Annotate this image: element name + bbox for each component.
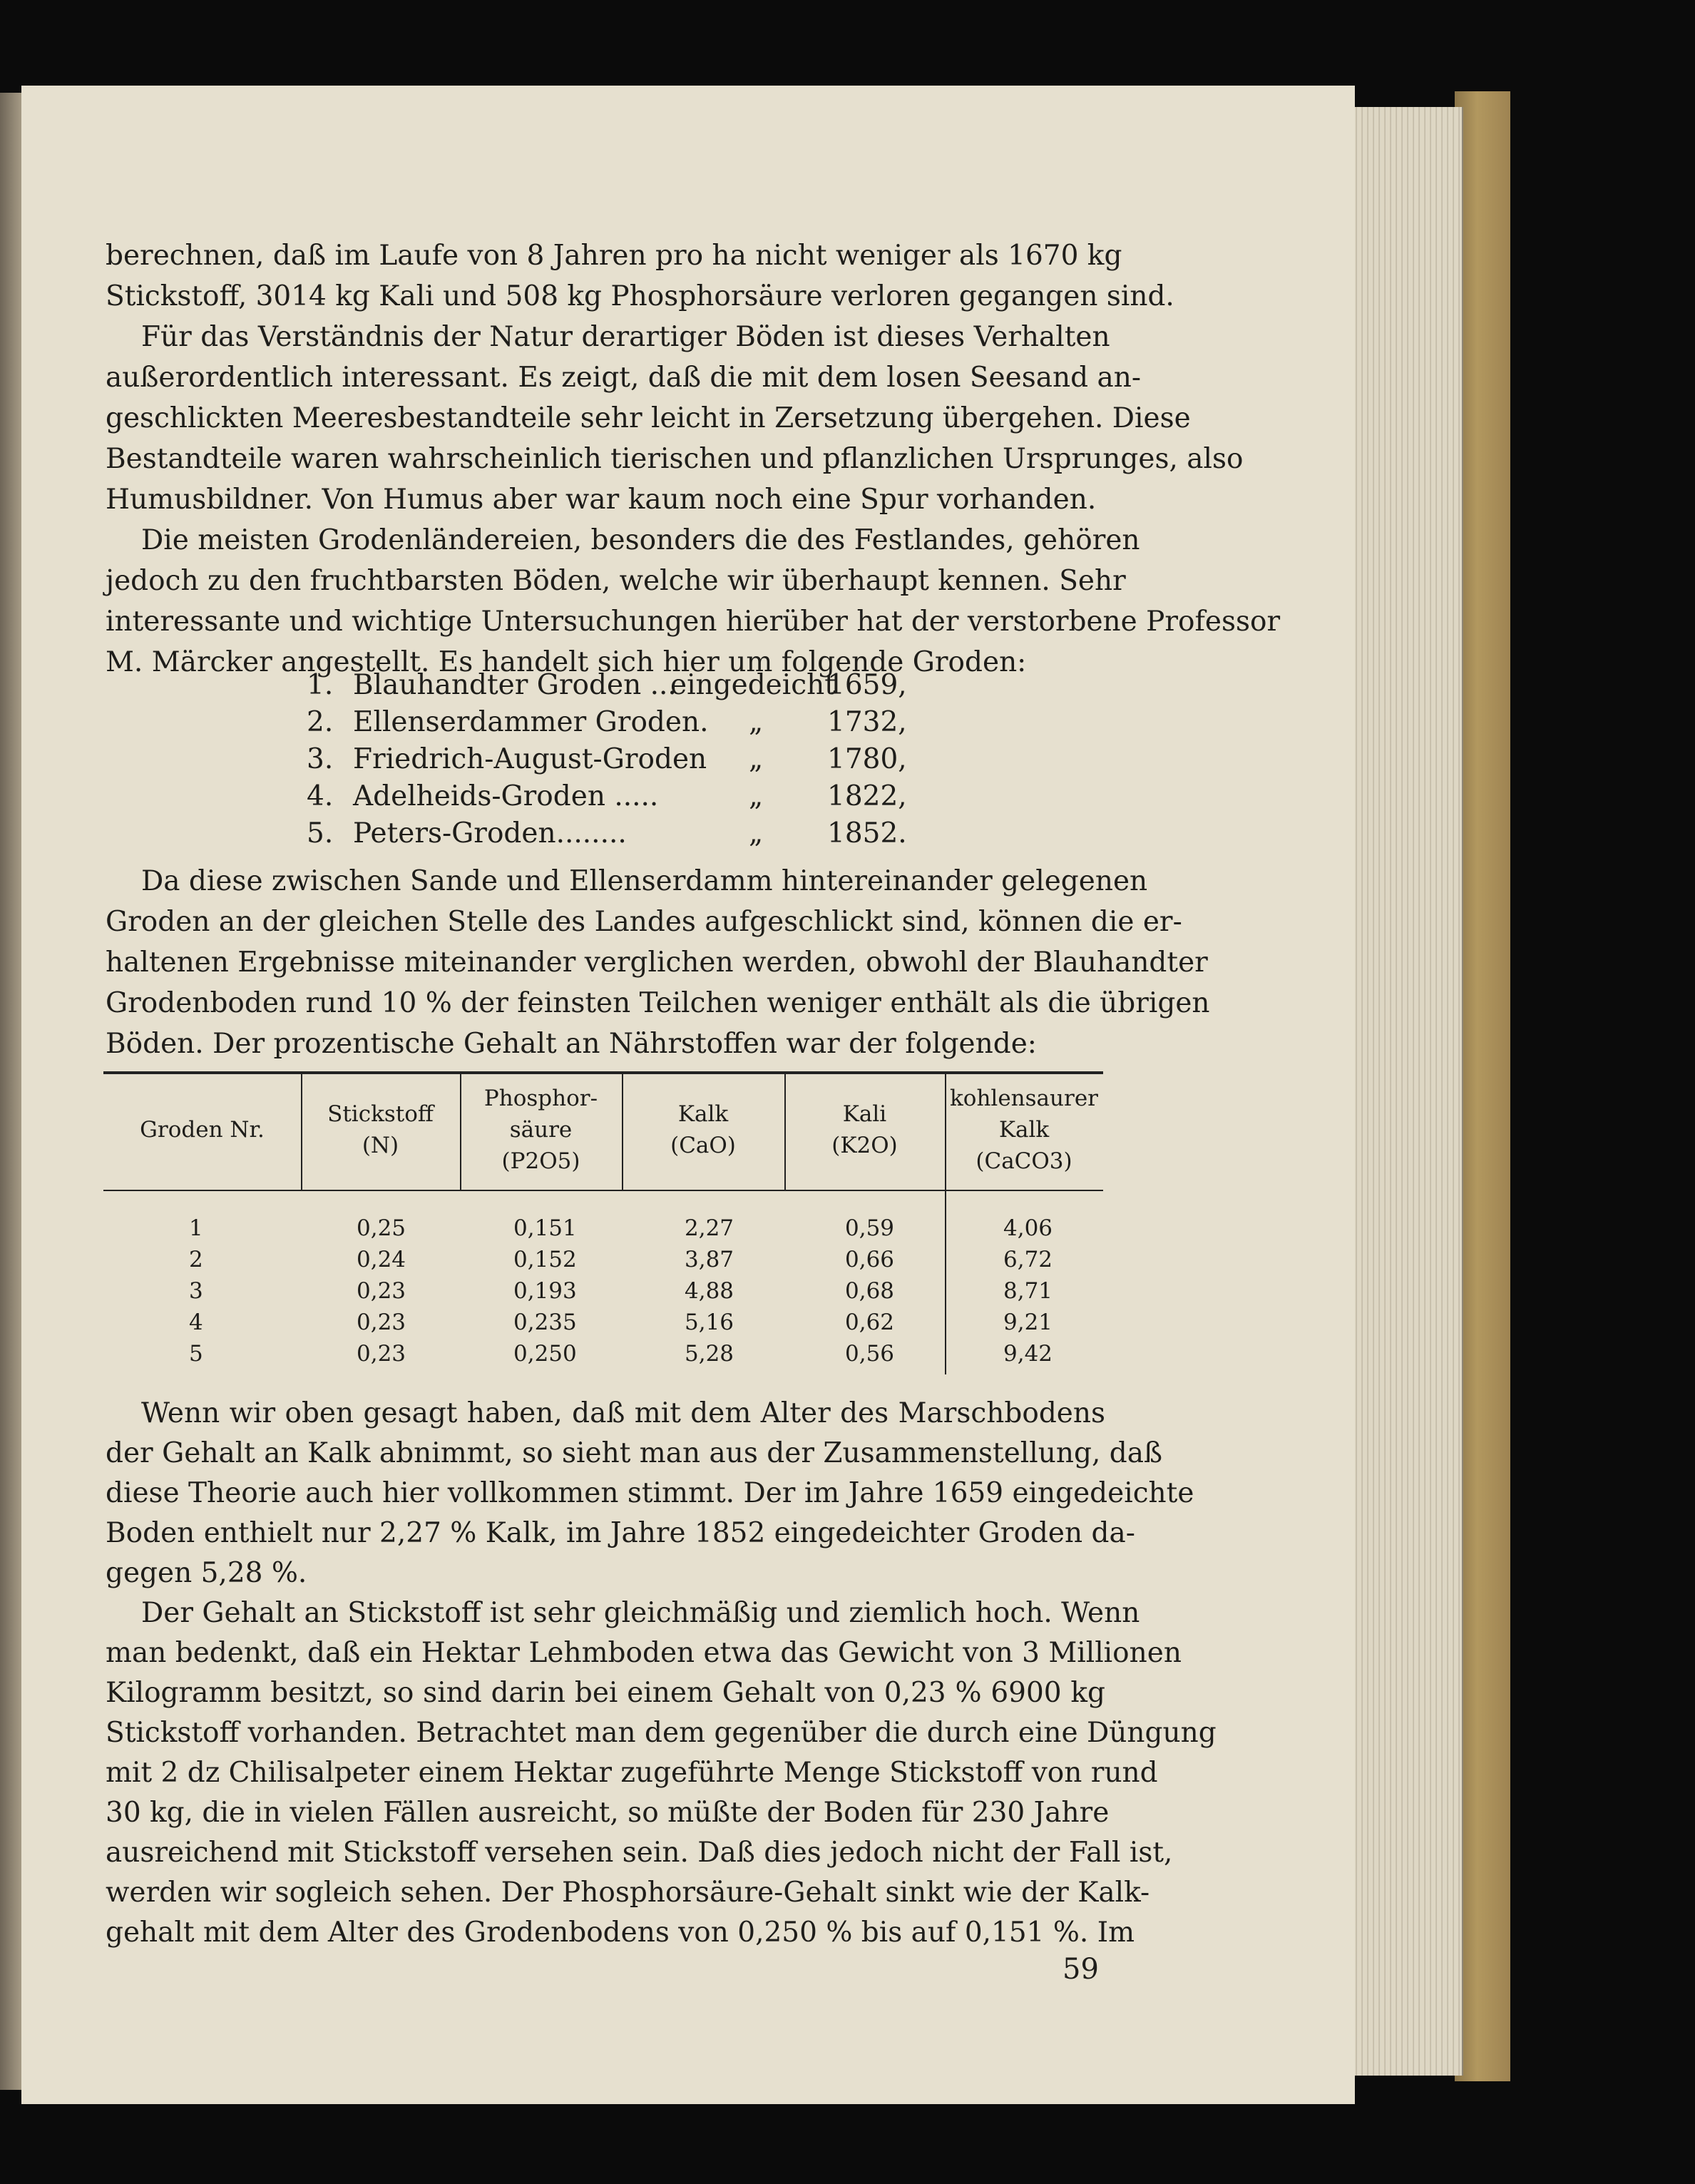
text-line: werden wir sogleich sehen. Der Phosphorsäure-Gehalt sinkt wie der Kalk-: [106, 1877, 1150, 1909]
left-page-edge: [0, 93, 23, 2090]
text-line: gehalt mit dem Alter des Grodenbodens von 0,250 % bis auf 0,151 %. Im: [106, 1917, 1135, 1949]
column-header-kalk: Kalk (CaO): [670, 1101, 736, 1158]
page-stack: [1341, 107, 1463, 2076]
text-line: ausreichend mit Stickstoff versehen sein. Daß dies jedoch nicht der Fall ist,: [106, 1837, 1173, 1869]
groden-list-item: 1. Blauhandter Groden ... eingedeicht 1659,: [307, 669, 907, 701]
text-line: interessante und wichtige Untersuchungen hierüber hat der verstorbene Professor: [106, 606, 1281, 638]
text-line: Groden an der gleichen Stelle des Landes aufgeschlickt sind, können die er-: [106, 906, 1182, 938]
text-line: Grodenboden rund 10 % der feinsten Teilchen weniger enthält als die übrigen: [106, 987, 1210, 1019]
text-line: der Gehalt an Kalk abnimmt, so sieht man aus der Zusammenstellung, daß: [106, 1437, 1162, 1469]
column-divider: [945, 1191, 946, 1374]
table-header-rule: [103, 1190, 1103, 1191]
text-line: haltenen Ergebnisse miteinander verglichen werden, obwohl der Blauhandter: [106, 946, 1208, 979]
text-line: mit 2 dz Chilisalpeter einem Hektar zugeführte Menge Stickstoff von rund: [106, 1757, 1158, 1789]
text-line: Böden. Der prozentische Gehalt an Nährstoffen war der folgende:: [106, 1028, 1037, 1060]
text-line: Für das Verständnis der Natur derartiger Böden ist dieses Verhalten: [141, 321, 1110, 353]
groden-list-item: 4. Adelheids-Groden ..... „ 1822,: [307, 780, 907, 812]
nutrient-table: Groden Nr. Stickstoff (N) Phosphor- säure (P2O5) Kalk (CaO) Kali (K2O) kohlensaurer Kalk (CaCO3) 1 0,25 0,151 2,27 0,59 4,06 2 0,24 0,152 3,87 0,66 6,72 3 0,23 0,193 4,88 0,68 8,71 4 0,23 0,235 5,16 0,62 9,21 5 0,23 0,250 5,28 0,56 9,42: [103, 1071, 1103, 1374]
column-header-kohlensaurer-kalk: kohlensaurer Kalk (CaCO3): [950, 1086, 1098, 1174]
text-line: Boden enthielt nur 2,27 % Kalk, im Jahre 1852 eingedeichter Groden da-: [106, 1517, 1135, 1549]
text-line: Stickstoff vorhanden. Betrachtet man dem gegenüber die durch eine Düngung: [106, 1717, 1217, 1749]
text-line: diese Theorie auch hier vollkommen stimmt. Der im Jahre 1659 eingedeichte: [106, 1477, 1194, 1509]
text-line: Der Gehalt an Stickstoff ist sehr gleichmäßig und ziemlich hoch. Wenn: [141, 1597, 1140, 1629]
text-line: geschlickten Meeresbestandteile sehr leicht in Zersetzung übergehen. Diese: [106, 402, 1191, 434]
text-line: jedoch zu den fruchtbarsten Böden, welche wir überhaupt kennen. Sehr: [106, 565, 1126, 597]
groden-list-item: 5. Peters-Groden........ „ 1852.: [307, 817, 907, 849]
text-line: gegen 5,28 %.: [106, 1557, 307, 1589]
column-header-groden: Groden Nr.: [140, 1117, 265, 1143]
text-line: Bestandteile waren wahrscheinlich tierischen und pflanzlichen Ursprunges, also: [106, 443, 1244, 475]
text-line: außerordentlich interessant. Es zeigt, daß die mit dem losen Seesand an-: [106, 362, 1142, 394]
text-line: Stickstoff, 3014 kg Kali und 508 kg Phosphorsäure verloren gegangen sind.: [106, 280, 1174, 312]
text-line: M. Märcker angestellt. Es handelt sich hier um folgende Groden:: [106, 646, 1027, 678]
text-line: Kilogramm besitzt, so sind darin bei einem Gehalt von 0,23 % 6900 kg: [106, 1677, 1105, 1709]
column-header-kali: Kali (K2O): [831, 1101, 898, 1158]
column-header-phosphorsaeure: Phosphor- säure (P2O5): [483, 1086, 598, 1174]
text-line: Humusbildner. Von Humus aber war kaum noch eine Spur vorhanden.: [106, 484, 1097, 516]
text-line: 30 kg, die in vielen Fällen ausreicht, so müßte der Boden für 230 Jahre: [106, 1797, 1110, 1829]
text-line: Wenn wir oben gesagt haben, daß mit dem Alter des Marschbodens: [141, 1397, 1105, 1429]
page-number: 59: [1062, 1953, 1099, 1986]
text-line: Die meisten Grodenländereien, besonders die des Festlandes, gehören: [141, 524, 1140, 556]
text-line: berechnen, daß im Laufe von 8 Jahren pro ha nicht weniger als 1670 kg: [106, 240, 1122, 272]
groden-list-item: 2. Ellenserdammer Groden. „ 1732,: [307, 706, 907, 738]
column-header-stickstoff: Stickstoff (N): [327, 1101, 434, 1158]
text-line: Da diese zwischen Sande und Ellenserdamm hintereinander gelegenen: [141, 865, 1148, 897]
table-top-rule: [103, 1071, 1103, 1074]
groden-list-item: 3. Friedrich-August-Groden „ 1780,: [307, 743, 907, 775]
text-line: man bedenkt, daß ein Hektar Lehmboden etwa das Gewicht von 3 Millionen: [106, 1637, 1182, 1669]
